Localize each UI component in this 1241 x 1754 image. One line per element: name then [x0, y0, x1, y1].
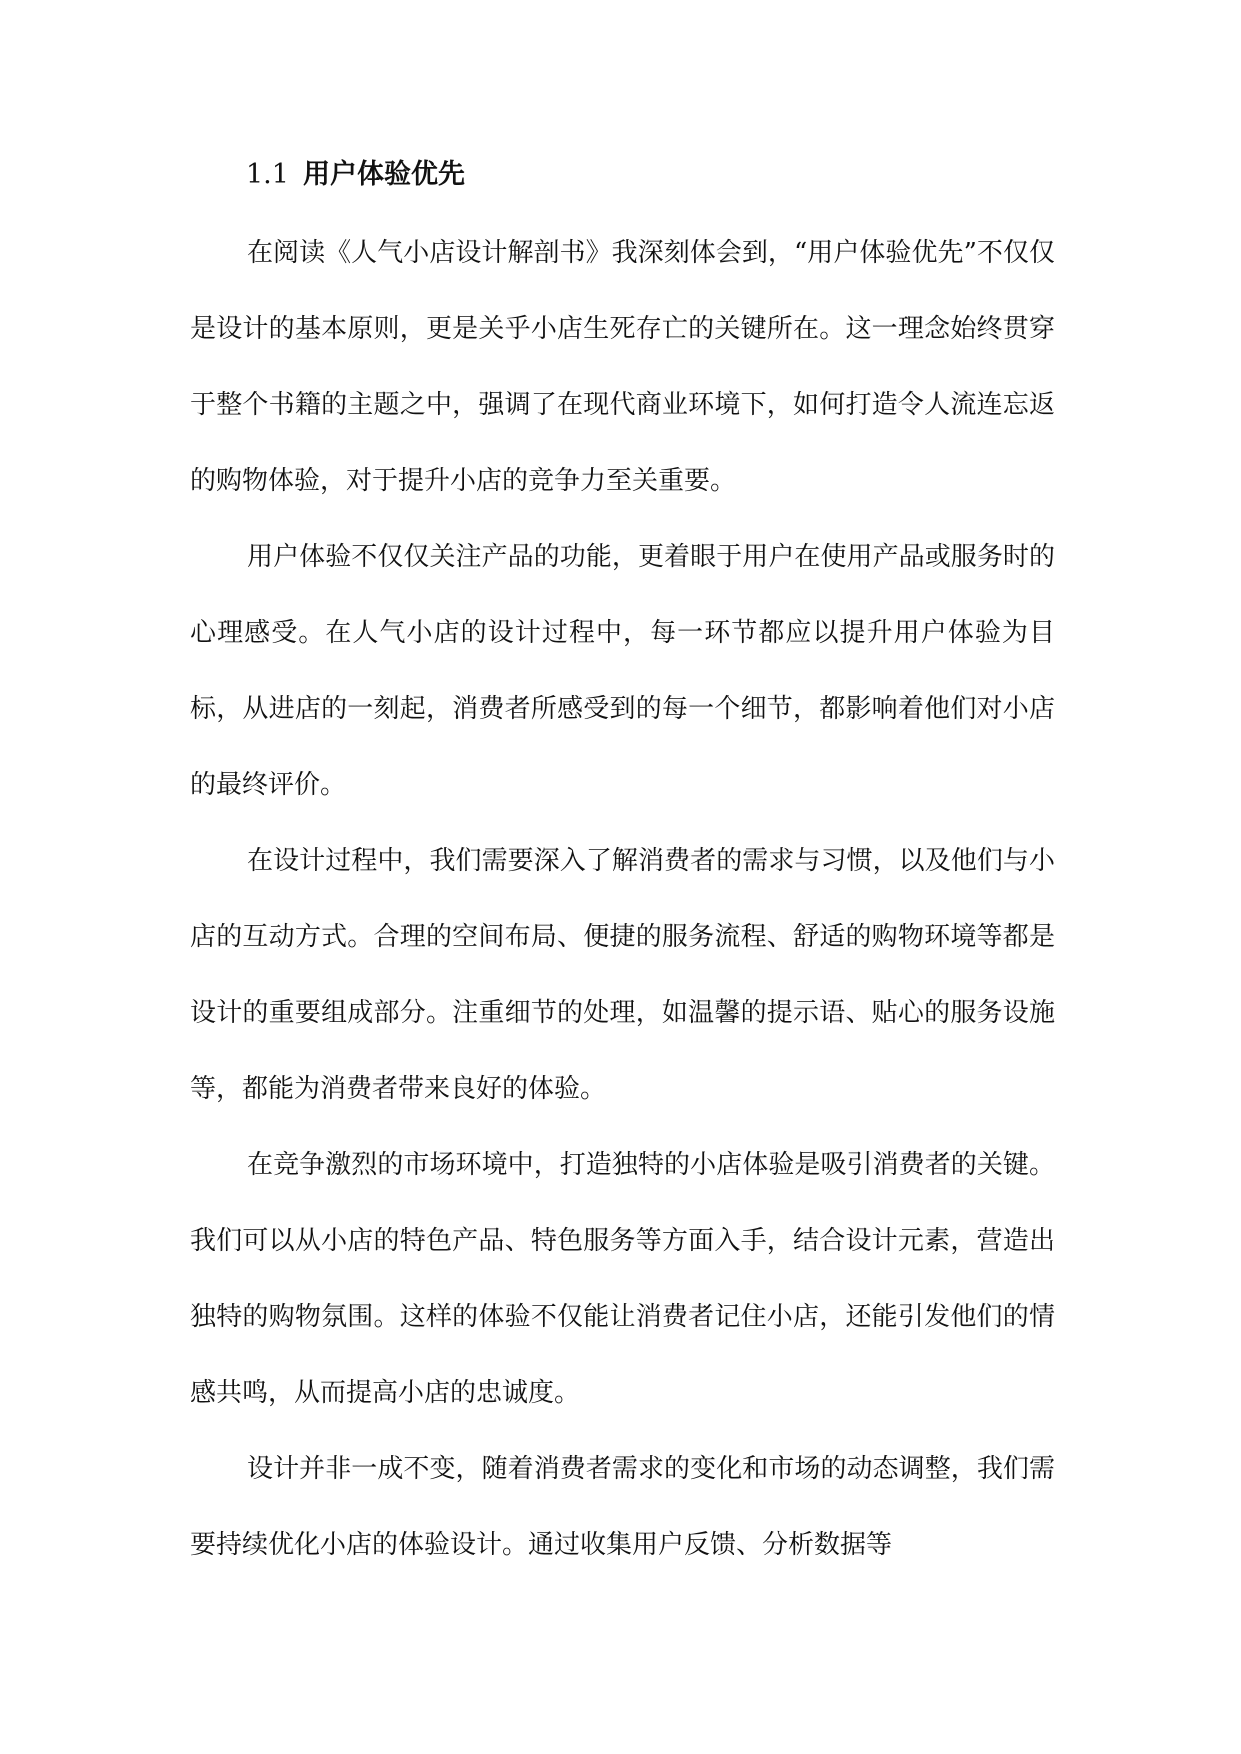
section-title: 用户体验优先 — [302, 159, 465, 190]
paragraph-1: 在阅读《人气小店设计解剖书》我深刻体会到，“用户体验优先”不仅仅是设计的基本原则，更是关乎小店生死存亡的关键所在。这一理念始终贯穿于整个书籍的主题之中，强调了在现代商业环境下，如何打造令人流连忘返的购物体验，对于提升小店的竞争力至关重要。 — [190, 238, 1055, 496]
paragraph-2: 用户体验不仅仅关注产品的功能，更着眼于用户在使用产品或服务时的心理感受。在人气小店的设计过程中，每一环节都应以提升用户体验为目标，从进店的一刻起，消费者所感受到的每一个细节，都影响着他们对小店的最终评价。 — [190, 542, 1055, 800]
page-content — [190, 145, 1055, 1583]
section-number: 1.1 — [246, 159, 289, 190]
section-heading — [246, 145, 1055, 205]
paragraph-5: 设计并非一成不变，随着消费者需求的变化和市场的动态调整，我们需要持续优化小店的体验设计。通过收集用户反馈、分析数据等 — [190, 1454, 1055, 1560]
paragraph-3: 在设计过程中，我们需要深入了解消费者的需求与习惯，以及他们与小店的互动方式。合理的空间布局、便捷的服务流程、舒适的购物环境等都是设计的重要组成部分。注重细节的处理，如温馨的提示语、贴心的服务设施等，都能为消费者带来良好的体验。 — [190, 846, 1055, 1104]
paragraph-4: 在竞争激烈的市场环境中，打造独特的小店体验是吸引消费者的关键。我们可以从小店的特色产品、特色服务等方面入手，结合设计元素，营造出独特的购物氛围。这样的体验不仅能让消费者记住小店，还能引发他们的情感共鸣，从而提高小店的忠诚度。 — [190, 1150, 1055, 1408]
